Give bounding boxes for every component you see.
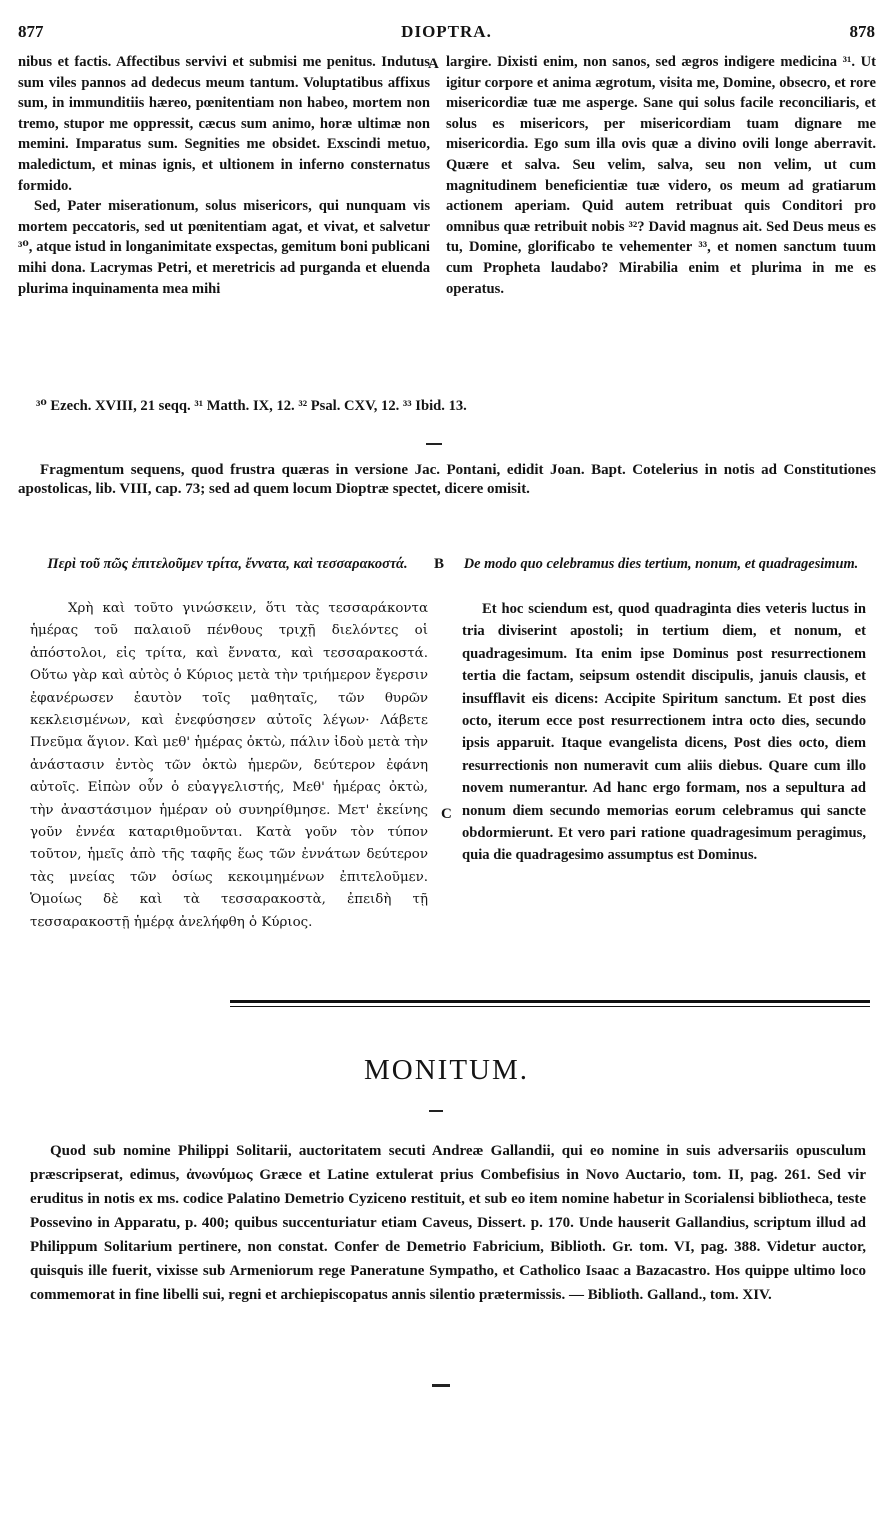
margin-letter-c: C [441, 806, 452, 822]
top-left-paragraph-1: nibus et factis. Affectibus servivi et submisi me penitus. Indutus sum viles pannos ad dedecus meum tantum. Voluptatibus affixus sum, in immunditiis hæreo, pœnitentiam non habeo, mortem non tremo, stupor me oppressit, cæcus sum animo, horæ ultimæ non memini. Imparatus sum. Segnities me obsidet. Exscindi metuo, maledictum, et minas ignis, et ultionem in inferno consternatus formido. [18, 54, 430, 194]
monitum-title: MONITUM. [363, 1054, 530, 1086]
top-left-column [18, 52, 430, 299]
running-title: DIOPTRA. [401, 22, 492, 41]
latin-subhead: De modo quo celebramus dies tertium, nonum, et quadragesimum. [463, 556, 859, 572]
double-rule-top [230, 1000, 870, 1003]
page-number-left: 877 [18, 22, 44, 41]
running-head [18, 22, 875, 44]
latin-text-column: Et hoc sciendum est, quod quadraginta dies veteris luctus in tria diviserint apostoli; in tertium diem, et nonum, et quadragesimum. Ita enim ipse Dominus post resurrectionem tertia die factam, seipsum ostendit discipulis, januis clausis, et insufflavit eis dicens: Accipite Spiritum sanctum. Et post dies octo, iterum ecce post resurrectionem intra octo dies, secundo ipsis apparuit. Itaque evangelista dicens, Post dies octo, diem resurrectionis non numeravit cum aliis diebus. Quare cum illo novem numerantur. Ad hanc ergo formam, nos a sepultura ad nonum diem secundo memorias eorum celebramus qui sancte obdormierunt. Et vero pari ratione quadragesimum peragimus, quia die quadragesimo assumptus est Dominus. [462, 601, 866, 864]
margin-letter-a: A [428, 56, 439, 72]
margin-letter-b: B [434, 556, 445, 572]
top-right-paragraph-1: largire. Dixisti enim, non sanos, sed ægros indigere medicina ³¹. Ut igitur corpore et anima ægrotum, visita me, Domine, obsecro, et rore misericordiæ tuæ me asperge. Sane qui solus facile reconciliaris, et solus es misericors, per misericordiam tuam dignare me misericordia. Ego sum illa ovis quæ a divino ovili longe aberravit. Quære et salva. Seu velim, salva, seu non velim, ut cum magnitudinem beneficientiæ tuæ videro, os meum ad gratiarum actionem aperiam. Quid autem retribuat quis Conditori pro omnibus quæ retribuit nobis ³²? David magnus ait. Sed Deus meus es tu, Domine, glorificabo te vehementer ³³, et nomen sanctum tuum cum Propheta laudabo? Mirabilia enim et plurima in me es operatus. [446, 54, 876, 297]
double-rule-bottom [230, 1006, 870, 1007]
top-right-column [446, 52, 876, 299]
end-mark [432, 1384, 450, 1387]
page-number-right: 878 [849, 22, 875, 41]
section-divider [426, 443, 442, 445]
monitum-body: Quod sub nomine Philippi Solitarii, auctoritatem secuti Andreæ Gallandii, qui eo nomine in suis adversariis opusculum præscripserat, edimus, ἀνωνύμως Græce et Latine extulerat prius Combefisius in Novo Auctario, tom. II, pag. 261. Sed vir eruditus in notis ex ms. codice Palatino Demetrio Cyziceno restituit, et sub eo item nomine habetur in Scorialensi bibliotheca, teste Possevino in Apparatu, p. 400; quibus succenturiatur etiam Caveus, Dissert. p. 170. Unde hauserit Gallandius, scriptum illud ad Philippum Solitarium pertinere, non constat. Confer de Demetrio Fabricium, Biblioth. Gr. tom. VI, pag. 388. Videtur auctor, quisquis ille fuerit, vixisse sub Armeniorum rege Paneratune Sympatho, et Catholico Isaac a Bazacastro. Hos quippe ultimo loco commemorat in fine libelli sui, regni et archiepiscopatus annis silentio prætermissis. — Biblioth. Galland., tom. XIV. [30, 1143, 866, 1303]
greek-subhead: Περὶ τοῦ πῶς ἐπιτελοῦμεν τρίτα, ἔννατα, καὶ τεσσαρακοστά. [47, 556, 408, 572]
fragment-intro: Fragmentum sequens, quod frustra quæras in versione Jac. Pontani, edidit Joan. Bapt. Cotelerius in notis ad Constitutiones apostolicas, lib. VIII, cap. 73; sed ad quem locum Dioptræ spectet, dicere omisit. [18, 462, 876, 497]
footnotes: ³⁰ Ezech. XVIII, 21 seqq. ³¹ Matth. IX, 12. ³² Psal. CXV, 12. ³³ Ibid. 13. [36, 398, 467, 414]
greek-text-column: Χρὴ καὶ τοῦτο γινώσκειν, ὅτι τὰς τεσσαράκοντα ἡμέρας τοῦ παλαιοῦ πένθους τριχῇ διελόντες οἱ ἀπόστολοι, εἰς τρίτα, καὶ ἔννατα, καὶ τεσσαρακοστά. Οὕτω γὰρ καὶ αὐτὸς ὁ Κύριος μετὰ τὴν τριήμερον ἔγερσιν ἐφανέρωσεν ἑαυτὸν τοῖς μαθηταῖς, τῶν θυρῶν κεκλεισμένων, καὶ ἐνεφύσησεν αὐτοῖς λέγων· Λάβετε Πνεῦμα ἅγιον. Καὶ μεθ' ἡμέρας ὀκτὼ, πάλιν ἰδοὺ μετὰ τὴν ἀνάστασιν ἐντὸς τῶν ὀκτὼ ἡμερῶν, δεύτερον ἐφάνη αὐτοῖς. Εἰπὼν οὖν ὁ εὐαγγελιστής, Μεθ' ἡμέρας ὀκτὼ, τὴν ἀναστάσιμον ἡμέραν οὐ συνηρίθμησε. Μετ' ἐκείνης γοῦν ἐννέα καταριθμοῦνται. Κατὰ γοῦν τὸν τύπον τοῦτον, ἡμεῖς ἀπὸ τῆς ταφῆς ἕως τῶν ἐννάτων δεύτερον τὰς μνείας τῶν ὁσίως κεκοιμημένων ἐπιτελοῦμεν. Ὁμοίως δὲ καὶ τὰ τεσσαρακοστὰ, ἐπειδὴ τῇ τεσσαρακοστῇ ἡμέρᾳ ἀνελήφθη ὁ Κύριος. [30, 601, 428, 930]
top-left-paragraph-2: Sed, Pater miserationum, solus misericors, qui nunquam vis mortem peccatoris, sed ut pœnitentiam agat, et vivat, et salvetur ³⁰, atque istud in longanimitate exspectas, gemitum boni publicani mihi dona. Lacrymas Petri, et meretricis ad purganda et eluenda plurima inquinamenta mea mihi [18, 198, 430, 297]
monitum-divider [429, 1110, 443, 1112]
